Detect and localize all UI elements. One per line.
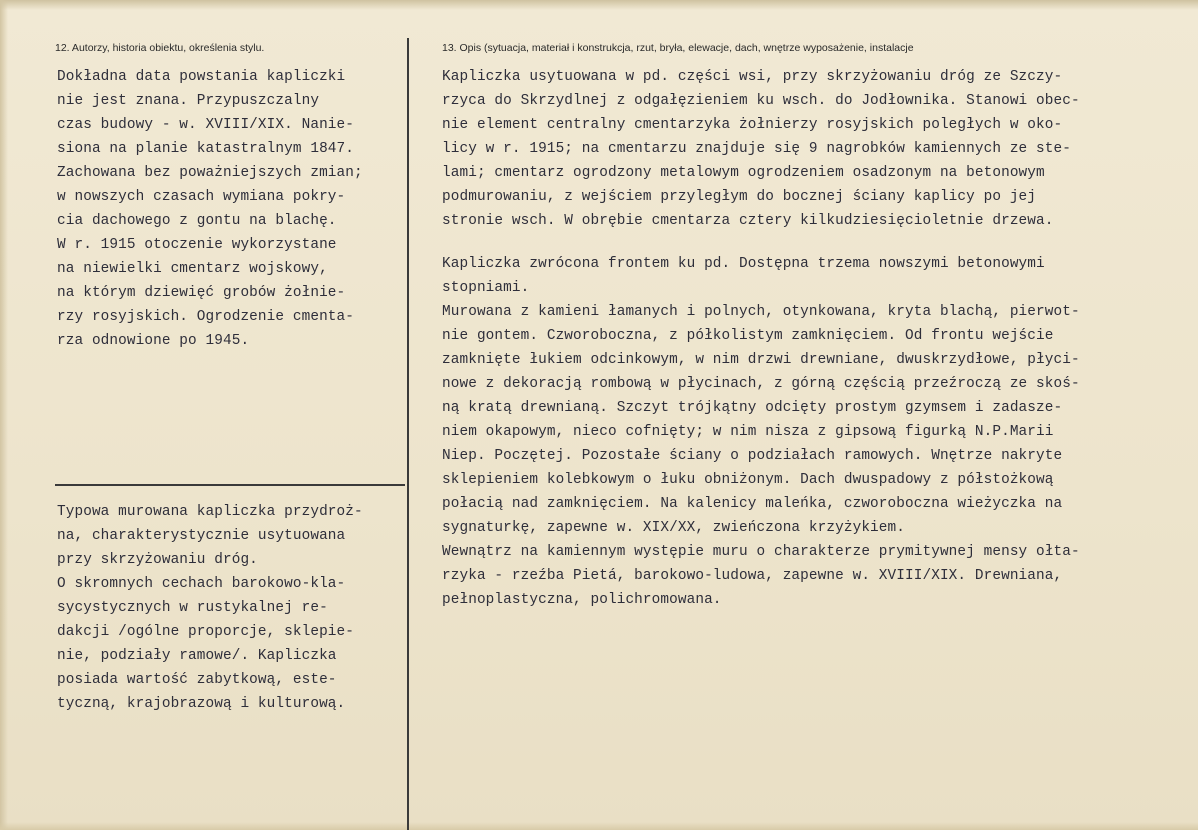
text-line: Kapliczka zwrócona frontem ku pd. Dostępna trzema nowszymi betonowymi (442, 256, 1045, 272)
text-line: zamknięte łukiem odcinkowym, w nim drzwi drewniane, dwuskrzydłowe, płyci- (442, 352, 1080, 368)
text-line: nie gontem. Czworoboczna, z półkolistym zamknięciem. Od frontu wejście (442, 328, 1054, 344)
text-line: nie element centralny cmentarzyka żołnierzy rosyjskich poległych w oko- (442, 117, 1063, 133)
text-line: sygnaturkę, zapewne w. XIX/XX, zwieńczona krzyżykiem. (442, 520, 905, 536)
text-line: rza odnowione po 1945. (57, 333, 250, 349)
text-line: stronie wsch. W obrębie cmentarza cztery kilkudziesięcioletnie drzewa. (442, 213, 1054, 229)
page-edge-bottom (0, 822, 1198, 830)
text-line: na, charakterystycznie usytuowana (57, 528, 346, 544)
text-line: nie jest znana. Przypuszczalny (57, 93, 320, 109)
text-line: O skromnych cechach barokowo-kla- (57, 576, 346, 592)
text-line: tyczną, krajobrazową i kulturową. (57, 696, 346, 712)
text-line: nowe z dekoracją rombową w płycinach, z górną częścią przeźroczą ze skoś- (442, 376, 1080, 392)
text-line: na którym dziewięć grobów żołnie- (57, 285, 346, 301)
text-line: dakcji /ogólne proporcje, sklepie- (57, 624, 355, 640)
evaluation-text (57, 500, 363, 716)
text-line: stopniami. (442, 280, 530, 296)
text-line: w nowszych czasach wymiana pokry- (57, 189, 346, 205)
text-line: połacią nad zamknięciem. Na kalenicy maleńka, czworoboczna wieżyczka na (442, 496, 1063, 512)
description-text (442, 252, 1080, 612)
column-divider (407, 38, 409, 830)
text-line: przy skrzyżowaniu dróg. (57, 552, 258, 568)
section-12-header: 12. Autorzy, historia obiektu, określenia stylu. (55, 42, 265, 54)
text-line: W r. 1915 otoczenie wykorzystane (57, 237, 337, 253)
page-edge-left (0, 0, 8, 830)
text-line: na niewielki cmentarz wojskowy, (57, 261, 328, 277)
page-edge-top (0, 0, 1198, 10)
history-text (57, 65, 363, 353)
text-line: Typowa murowana kapliczka przydroż- (57, 504, 363, 520)
text-line: cia dachowego z gontu na blachę. (57, 213, 337, 229)
text-line: pełnoplastyczna, polichromowana. (442, 592, 722, 608)
text-line: sycystycznych w rustykalnej re- (57, 600, 328, 616)
text-line: Zachowana bez poważniejszych zmian; (57, 165, 363, 181)
text-line: Kapliczka usytuowana w pd. części wsi, przy skrzyżowaniu dróg ze Szczy- (442, 69, 1063, 85)
text-line: rzyka - rzeźba Pietá, barokowo-ludowa, zapewne w. XVIII/XIX. Drewniana, (442, 568, 1063, 584)
text-line: czas budowy - w. XVIII/XIX. Nanie- (57, 117, 355, 133)
text-line: podmurowaniu, z wejściem przyległym do bocznej ściany kaplicy po jej (442, 189, 1037, 205)
text-line: Dokładna data powstania kapliczki (57, 69, 346, 85)
text-line: sklepieniem kolebkowym o łuku obniżonym. Dach dwuspadowy z półstożkową (442, 472, 1054, 488)
text-line: Murowana z kamieni łamanych i polnych, otynkowana, kryta blachą, pierwot- (442, 304, 1080, 320)
section-divider (55, 484, 405, 486)
text-line: rzyca do Skrzydlnej z odgałęzieniem ku wsch. do Jodłownika. Stanowi obec- (442, 93, 1080, 109)
text-line: Wewnątrz na kamiennym występie muru o charakterze prymitywnej mensy ołta- (442, 544, 1080, 560)
section-13-header: 13. Opis (sytuacja, materiał i konstrukcja, rzut, bryła, elewacje, dach, wnętrze wyposażenie, instalacje (442, 42, 914, 54)
text-line: niem okapowym, nieco cofnięty; w nim nisza z gipsową figurką N.P.Marii (442, 424, 1054, 440)
text-line: posiada wartość zabytkową, este- (57, 672, 337, 688)
text-line: rzy rosyjskich. Ogrodzenie cmenta- (57, 309, 355, 325)
text-line: licy w r. 1915; na cmentarzu znajduje się 9 nagrobków kamiennych ze ste- (442, 141, 1071, 157)
text-line: Niep. Poczętej. Pozostałe ściany o podziałach ramowych. Wnętrze nakryte (442, 448, 1063, 464)
text-line: nie, podziały ramowe/. Kapliczka (57, 648, 337, 664)
situation-text (442, 65, 1080, 233)
text-line: lami; cmentarz ogrodzony metalowym ogrodzeniem osadzonym na betonowym (442, 165, 1045, 181)
text-line: siona na planie katastralnym 1847. (57, 141, 355, 157)
text-line: ną kratą drewnianą. Szczyt trójkątny odcięty prostym gzymsem i zadasze- (442, 400, 1063, 416)
